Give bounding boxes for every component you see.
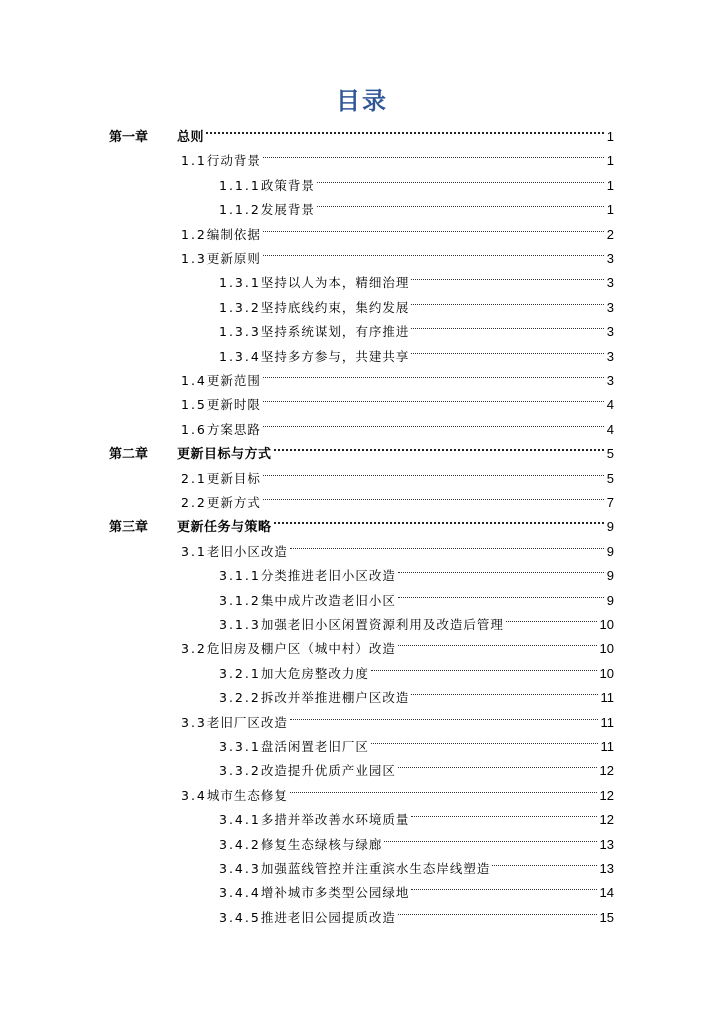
page-number: 1: [606, 129, 614, 144]
page-number: 9: [606, 592, 614, 608]
chapter-label: 第二章: [109, 447, 149, 463]
entry-title: 更新范围: [206, 373, 261, 388]
section-number: 1.3.4: [219, 348, 261, 364]
section-number: 3.3.1: [219, 739, 261, 754]
page-number: 13: [599, 861, 614, 876]
toc-section-entry[interactable]: [181, 215, 614, 242]
chapter-label: 第一章: [109, 130, 149, 145]
toc-section-entry[interactable]: [181, 239, 614, 266]
entry-title: 危旧房及棚户区（城中村）改造: [206, 641, 396, 657]
page-number: 10: [599, 665, 614, 681]
toc-section-entry[interactable]: [219, 337, 614, 364]
section-number: 3.1: [181, 543, 207, 559]
dot-leader: [263, 141, 604, 165]
dot-leader: [263, 483, 604, 507]
section-number: 1.3: [181, 251, 207, 266]
toc-section-entry[interactable]: [219, 825, 614, 852]
section-number: 1.1: [181, 153, 207, 169]
entry-title: 行动背景: [206, 153, 261, 169]
dot-leader: [290, 703, 598, 727]
dot-leader: [263, 239, 604, 263]
section-number: 2.1: [181, 470, 207, 486]
entry-title: 编制依据: [206, 226, 261, 242]
dot-leader: [263, 385, 604, 409]
entry-title: 发展背景: [260, 202, 315, 218]
toc-section-entry[interactable]: [219, 751, 614, 779]
chapter-label: 第三章: [109, 520, 149, 536]
entry-title: 加大危房整改力度: [260, 665, 369, 681]
page-number: 11: [600, 739, 614, 754]
section-number: 3.1.3: [219, 617, 261, 632]
section-number: 1.5: [181, 397, 207, 413]
toc-section-entry[interactable]: [219, 605, 614, 632]
section-number: 3.4.3: [219, 861, 261, 876]
dot-leader: [384, 825, 596, 849]
page-number: 1: [606, 153, 614, 169]
dot-leader: [263, 215, 604, 239]
entry-title: 政策背景: [260, 177, 315, 193]
page-number: 13: [599, 836, 614, 852]
entry-title: 拆改并举推进棚户区改造: [260, 690, 410, 706]
page-number: 2: [606, 226, 614, 242]
section-number: 3.4.1: [219, 812, 261, 828]
toc-section-entry[interactable]: [219, 190, 614, 218]
entry-title: 加强老旧小区闲置资源利用及改造后管理: [260, 617, 504, 632]
entry-title: 更新方式: [206, 495, 261, 510]
page-number: 3: [606, 251, 614, 266]
dot-leader: [398, 751, 597, 775]
page-number: 14: [599, 885, 614, 901]
entry-title: 更新目标与方式: [177, 447, 272, 463]
section-number: 1.3.3: [219, 324, 261, 340]
page-number: 9: [606, 543, 614, 559]
entry-title: 修复生态绿核与绿廊: [260, 836, 383, 852]
toc-section-entry[interactable]: [219, 312, 614, 340]
entry-title: 改造提升优质产业园区: [260, 763, 396, 779]
section-number: 3.4.4: [219, 885, 261, 901]
page-number: 12: [599, 812, 614, 828]
section-number: 3.2.1: [219, 665, 261, 681]
page-number: 7: [606, 495, 614, 510]
page-number: 11: [600, 690, 614, 706]
entry-title: 坚持系统谋划，有序推进: [260, 324, 410, 340]
dot-leader: [398, 581, 604, 605]
section-number: 2.2: [181, 495, 207, 510]
page-number: 5: [606, 470, 614, 486]
toc-section-entry[interactable]: [181, 483, 614, 510]
entry-title: 更新任务与策略: [177, 520, 272, 536]
toc-section-entry[interactable]: [219, 263, 614, 291]
toc-section-entry[interactable]: [219, 898, 614, 925]
dot-leader: [371, 654, 597, 678]
page-number: 4: [606, 421, 614, 437]
page-number: 10: [599, 617, 614, 632]
page-number: 3: [606, 275, 614, 291]
toc-section-entry[interactable]: [219, 556, 614, 584]
toc-section-entry[interactable]: [181, 410, 614, 437]
entry-title: 更新时限: [206, 397, 261, 413]
entry-title: 城市生态修复: [206, 787, 288, 803]
entry-title: 坚持多方参与，共建共享: [260, 348, 410, 364]
dot-leader: [290, 532, 604, 556]
toc-section-entry[interactable]: [219, 800, 614, 828]
entry-title: 推进老旧公园提质改造: [260, 909, 396, 925]
section-number: 1.6: [181, 421, 207, 437]
toc-section-entry[interactable]: [219, 654, 614, 681]
page-number: 3: [606, 348, 614, 364]
entry-title: 方案思路: [206, 421, 261, 437]
dot-leader: [263, 361, 604, 385]
dot-leader: [492, 849, 596, 873]
page-number: 3: [606, 373, 614, 388]
entry-title: 盘活闲置老旧厂区: [260, 739, 369, 754]
toc-section-entry[interactable]: [181, 776, 614, 803]
toc-section-entry[interactable]: [181, 141, 614, 169]
section-number: 3.3: [181, 714, 207, 730]
entry-title: 坚持底线约束，集约发展: [260, 299, 410, 315]
toc-section-entry[interactable]: [219, 166, 614, 193]
section-number: 3.4.2: [219, 836, 261, 852]
toc-section-entry[interactable]: [181, 459, 614, 486]
toc-section-entry[interactable]: [181, 629, 614, 657]
entry-title: 总则: [177, 130, 205, 145]
entry-title: 多措并举改善水环境质量: [260, 812, 410, 828]
toc-section-entry[interactable]: [219, 873, 614, 901]
page-title: 目录: [336, 87, 388, 115]
entry-title: 老旧厂区改造: [206, 714, 288, 730]
page-number: 9: [606, 519, 614, 535]
section-number: 1.2: [181, 226, 207, 242]
dot-leader: [263, 459, 604, 483]
dot-leader: [411, 312, 603, 336]
page-number: 3: [606, 324, 614, 340]
dot-leader: [411, 288, 603, 312]
toc-section-entry[interactable]: [181, 703, 614, 730]
dot-leader: [317, 166, 604, 190]
toc-section-entry[interactable]: [181, 385, 614, 413]
dot-leader: [398, 556, 604, 580]
dot-leader: [317, 190, 604, 214]
entry-title: 集中成片改造老旧小区: [260, 592, 396, 608]
dot-leader: [411, 678, 597, 702]
toc-section-entry[interactable]: [181, 361, 614, 388]
dot-leader: [371, 727, 598, 751]
page-number: 12: [599, 787, 614, 803]
toc-section-entry[interactable]: [219, 727, 614, 754]
page-number: 12: [599, 763, 614, 779]
section-number: 3.2.2: [219, 690, 261, 706]
section-number: 3.4: [181, 787, 207, 803]
section-number: 1.1.1: [219, 177, 261, 193]
page-number: 11: [600, 714, 614, 730]
toc-chapter-entry[interactable]: [109, 117, 614, 145]
dot-leader: [411, 873, 596, 897]
section-number: 1.4: [181, 373, 207, 388]
dot-leader: [398, 898, 597, 922]
page-number: 3: [606, 299, 614, 315]
dot-leader: [411, 800, 596, 824]
entry-title: 更新原则: [206, 251, 261, 266]
section-number: 3.1.2: [219, 592, 261, 608]
toc-section-entry[interactable]: [219, 849, 614, 876]
dot-leader: [506, 605, 597, 629]
dot-leader: [274, 434, 604, 458]
entry-title: 增补城市多类型公园绿地: [260, 885, 410, 901]
section-number: 3.4.5: [219, 909, 261, 925]
toc-section-entry[interactable]: [181, 532, 614, 559]
dot-leader: [274, 507, 604, 531]
dot-leader: [206, 117, 604, 141]
section-number: 3.3.2: [219, 763, 261, 779]
dot-leader: [263, 410, 604, 434]
dot-leader: [411, 337, 603, 361]
entry-title: 老旧小区改造: [206, 543, 288, 559]
page-number: 4: [606, 397, 614, 413]
toc-section-entry[interactable]: [219, 581, 614, 608]
dot-leader: [398, 629, 597, 653]
section-number: 1.3.1: [219, 275, 261, 291]
page-number: 10: [599, 641, 614, 657]
dot-leader: [290, 776, 597, 800]
page-number: 15: [599, 909, 614, 925]
toc-chapter-entry[interactable]: [109, 434, 614, 463]
section-number: 3.2: [181, 641, 207, 657]
section-number: 1.3.2: [219, 299, 261, 315]
entry-title: 分类推进老旧小区改造: [260, 568, 396, 584]
toc-section-entry[interactable]: [219, 678, 614, 706]
toc-chapter-entry[interactable]: [109, 507, 614, 536]
page-number: 1: [606, 202, 614, 218]
entry-title: 加强蓝线管控并注重滨水生态岸线塑造: [260, 861, 491, 876]
entry-title: 更新目标: [206, 470, 261, 486]
page-number: 5: [606, 446, 614, 462]
toc-section-entry[interactable]: [219, 288, 614, 315]
dot-leader: [411, 263, 603, 287]
section-number: 3.1.1: [219, 568, 261, 584]
page-number: 1: [606, 177, 614, 193]
entry-title: 坚持以人为本，精细治理: [260, 275, 410, 291]
page-number: 9: [606, 568, 614, 584]
section-number: 1.1.2: [219, 202, 261, 218]
